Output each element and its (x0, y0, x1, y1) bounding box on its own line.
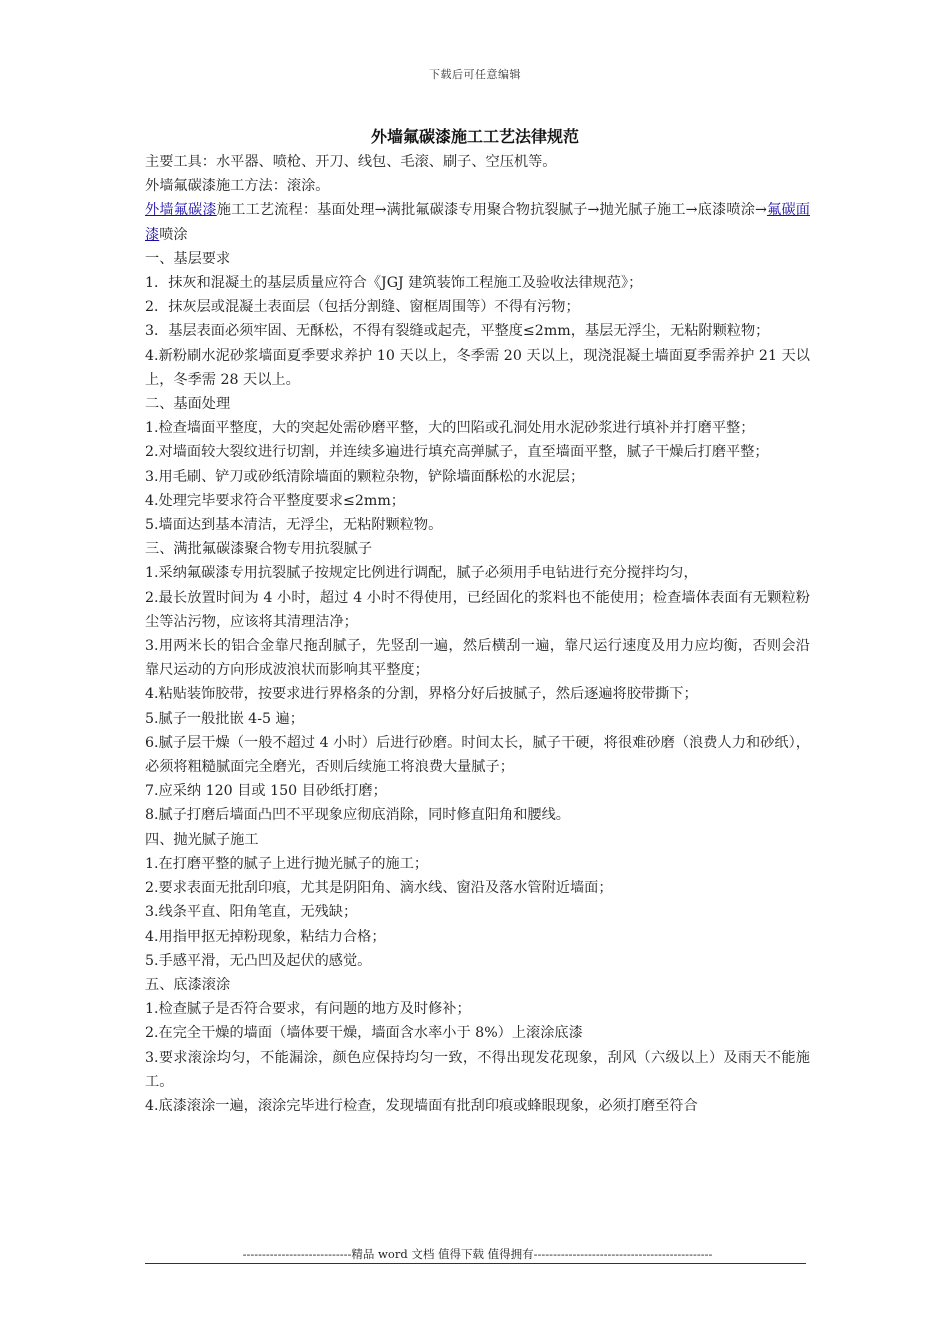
link-fluorocarbon-topcoat[interactable]: 氟碳面漆 (145, 202, 810, 243)
section-2-heading: 二、基面处理 (145, 396, 231, 413)
section-3-item: 6.腻子层干燥（一般不超过 4 小时）后进行砂磨。时间太长，腻子干硬，将很难砂磨（浪费人力和砂纸），必须将粗糙腻面完全磨光，否则后续施工将浪费大量腻子； (145, 734, 810, 776)
document-body (145, 150, 810, 1118)
section-5-item: 3.要求滚涂均匀，不能漏涂，颜色应保持均匀一致，不得出现发花现象，刮风（六级以上）及雨天不能施工。 (145, 1049, 810, 1090)
section-4-item: 5.手感平滑，无凸凹及起伏的感觉。 (145, 952, 372, 969)
section-1-heading: 一、基层要求 (145, 250, 231, 267)
page-header: 下载后可任意编辑 (429, 68, 521, 81)
section-1-item: 2．抹灰层或混凝土表面层（包括分割缝、窗框周围等）不得有污物； (145, 299, 580, 316)
section-1-item: 3．基层表面必须牢固、无酥松，不得有裂缝或起壳，平整度≤2mm，基层无浮尘，无粘附颗粒物； (145, 323, 770, 340)
section-5-heading: 五、底漆滚涂 (145, 976, 231, 993)
section-4-item: 4.用指甲抠无掉粉现象，粘结力合格； (145, 928, 386, 945)
section-2-item: 4.处理完毕要求符合平整度要求≤2mm； (145, 492, 405, 509)
section-2-item: 3.用毛刷、铲刀或砂纸清除墙面的颗粒杂物，铲除墙面酥松的水泥层； (145, 468, 585, 485)
section-1-item: 4.新粉刷水泥砂浆墙面夏季要求养护 10 天以上，冬季需 20 天以上，现浇混凝土墙面夏季需养护 21 天以上，冬季需 28 天以上。 (145, 347, 810, 388)
link-exterior-fluorocarbon-paint[interactable]: 外墙氟碳漆 (145, 202, 217, 219)
section-1-item: 1．抹灰和混凝土的基层质量应符合《JGJ 建筑装饰工程施工及验收法律规范》； (145, 275, 643, 292)
section-3-item: 1.采纳氟碳漆专用抗裂腻子按规定比例进行调配，腻子必须用手电钻进行充分搅拌均匀， (145, 565, 698, 582)
section-3-item: 5.腻子一般批嵌 4-5 遍； (145, 710, 304, 727)
intro-process (145, 198, 810, 246)
section-3-item: 3.用两米长的铝合金靠尺拖刮腻子，先竖刮一遍，然后横刮一遍，靠尺运行速度及用力应均衡，否则会沿靠尺运动的方向形成波浪状而影响其平整度； (145, 638, 810, 679)
section-4-item: 3.线条平直、阳角笔直，无残缺； (145, 904, 358, 921)
section-5-item: 2.在完全干燥的墙面（墙体要干燥，墙面含水率小于 8%）上滚涂底漆 (145, 1025, 583, 1042)
section-4-heading: 四、抛光腻子施工 (145, 831, 259, 848)
process-end-text: 喷涂 (159, 226, 188, 243)
section-3-item: 2.最长放置时间为 4 小时，超过 4 小时不得使用，已经固化的浆料也不能使用；检查墙体表面有无颗粒粉尘等沾污物，应该将其清理洁净； (145, 589, 810, 630)
section-2-item: 5.墙面达到基本清洁，无浮尘，无粘附颗粒物。 (145, 517, 443, 534)
page-footer: ----------------------------精品 word 文档 值得下载 值得拥有---------------------------------------------- (242, 1247, 713, 1261)
section-4-item: 1.在打磨平整的腻子上进行抛光腻子的施工； (145, 855, 429, 872)
section-3-item: 7.应采纳 120 目或 150 目砂纸打磨； (145, 783, 387, 800)
section-5-item: 1.检查腻子是否符合要求，有问题的地方及时修补； (145, 1001, 471, 1018)
intro-method: 外墙氟碳漆施工方法：滚涂。 (145, 178, 330, 195)
section-2-item: 2.对墙面较大裂纹进行切割，并连续多遍进行填充高弹腻子，直至墙面平整，腻子干燥后打磨平整； (145, 444, 769, 461)
section-5-item: 4.底漆滚涂一遍，滚涂完毕进行检查，发现墙面有批刮印痕或蜂眼现象，必须打磨至符合 (145, 1097, 698, 1114)
section-3-heading: 三、满批氟碳漆聚合物专用抗裂腻子 (145, 541, 373, 558)
section-3-item: 8.腻子打磨后墙面凸凹不平现象应彻底消除，同时修直阳角和腰线。 (145, 807, 570, 824)
document-title: 外墙氟碳漆施工工艺法律规范 (370, 127, 579, 146)
process-text: 施工工艺流程：基面处理→满批氟碳漆专用聚合物抗裂腻子→抛光腻子施工→底漆喷涂→ (216, 202, 767, 219)
section-2-item: 1.检查墙面平整度，大的突起处需砂磨平整，大的凹陷或孔洞处用水泥砂浆进行填补并打磨平整； (145, 420, 755, 437)
footer-divider (145, 1263, 806, 1264)
section-4-item: 2.要求表面无批刮印痕，尤其是阴阳角、滴水线、窗沿及落水管附近墙面； (145, 880, 613, 897)
intro-tools: 主要工具：水平器、喷枪、开刀、线包、毛滚、刷子、空压机等。 (145, 154, 557, 170)
section-3-item: 4.粘贴装饰胶带，按要求进行界格条的分割，界格分好后披腻子，然后逐遍将胶带撕下； (145, 686, 698, 703)
